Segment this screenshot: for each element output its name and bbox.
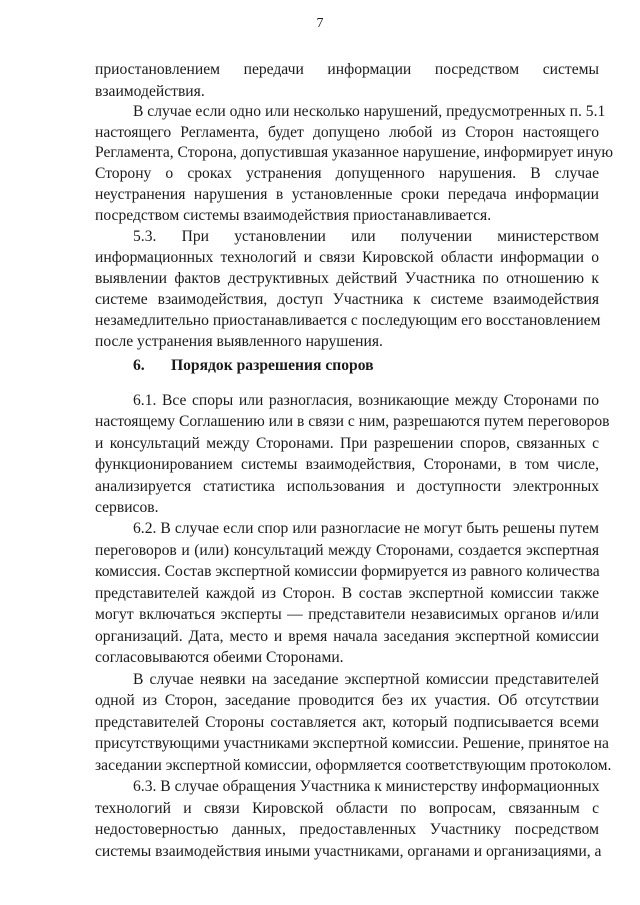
text-line: посредством системы взаимодействия приостанавливается.	[95, 207, 492, 224]
text-line: настоящего Регламента, будет допущено любой из Сторон настоящего	[95, 124, 599, 141]
text-line: Сторону о сроках устранения допущенного нарушения. В случае	[95, 165, 599, 182]
text-line: одной из Сторон, заседание проводится без их участия. Об отсутствии	[95, 692, 599, 709]
text-line: и консультаций между Сторонами. При разрешении споров, связанных с	[95, 435, 599, 452]
text-line: комиссия. Состав экспертной комиссии формируется из равного количества	[95, 563, 600, 580]
text-line: переговоров и (или) консультаций между Сторонами, создается экспертная	[95, 542, 599, 559]
text-line: В случае если одно или несколько нарушений, предусмотренных п. 5.1	[133, 103, 606, 120]
text-line: присутствующими участниками экспертной комиссии. Решение, принятое на	[95, 735, 609, 752]
text-line: 6.1. Все споры или разногласия, возникающие между Сторонами по	[133, 392, 599, 409]
text-line: В случае неявки на заседание экспертной комиссии представителей	[133, 671, 599, 688]
text-line: выявлении фактов деструктивных действий Участника по отношению к	[95, 270, 599, 287]
text-line: настоящему Соглашению или в связи с ним, разрешаются путем переговоров	[95, 413, 610, 430]
text-line: после устранения выявленного нарушения.	[95, 333, 383, 350]
text-line: взаимодействия.	[95, 83, 205, 100]
text-line: неустранения нарушения в установленные сроки передача информации	[95, 186, 599, 203]
text-line: информационных технологий и связи Кировской области информации о	[95, 249, 599, 266]
text-line: приостановлением передачи информации посредством системы	[95, 61, 599, 78]
text-line: анализируется статистика использования и доступности электронных	[95, 478, 599, 495]
text-line: могут включаться эксперты — представители независимых органов и/или	[95, 606, 599, 623]
text-line: заседании экспертной комиссии, оформляется соответствующим протоколом.	[95, 757, 612, 774]
text-line: 5.3. При установлении или получении министерством	[133, 228, 599, 245]
text-line: технологий и связи Кировской области по вопросам, связанным с	[95, 800, 599, 817]
text-line: представителей каждой из Сторон. В состав экспертной комиссии также	[95, 585, 599, 602]
text-line: системы взаимодействия иными участниками, органами и организациями, а	[95, 843, 602, 860]
text-line: сервисов.	[95, 499, 159, 516]
text-line: организаций. Дата, место и время начала заседания экспертной комиссии	[95, 628, 599, 645]
section-number: 6.	[133, 357, 145, 374]
text-line: системе взаимодействия, доступ Участника к системе взаимодействия	[95, 291, 599, 308]
text-line: 6.3. В случае обращения Участника к министерству информационных	[133, 778, 600, 795]
text-line: недостоверностью данных, предоставленных Участнику посредством	[95, 821, 599, 838]
section-title: Порядок разрешения споров	[171, 357, 374, 374]
text-line: 6.2. В случае если спор или разногласие не могут быть решены путем	[133, 520, 599, 537]
text-line: Регламента, Сторона, допустившая указанное нарушение, информирует иную	[95, 144, 614, 161]
text-line: незамедлительно приостанавливается с последующим его восстановлением	[95, 312, 601, 329]
text-line: функционированием системы взаимодействия, Сторонами, в том числе,	[95, 456, 599, 473]
text-line: согласовываются обеими Сторонами.	[95, 649, 344, 666]
page-number: 7	[316, 16, 324, 31]
text-line: представителей Стороны составляется акт, который подписывается всеми	[95, 714, 599, 731]
section-heading	[133, 356, 374, 376]
